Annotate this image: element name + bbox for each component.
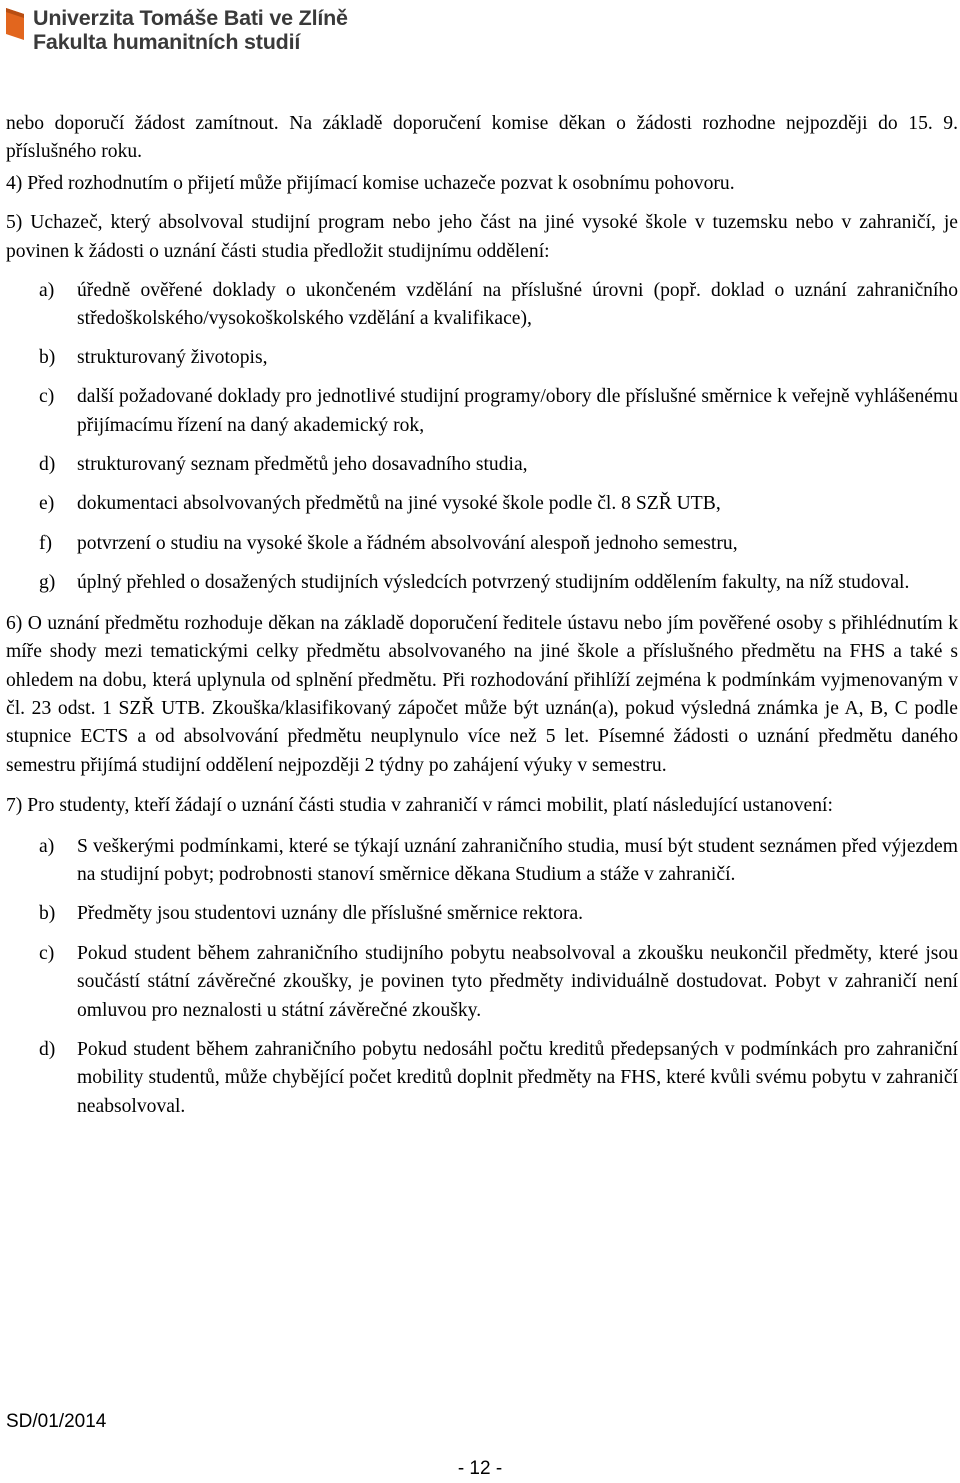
logo-text — [33, 6, 348, 54]
list-item-label: e) — [39, 493, 55, 515]
list-item-label: b) — [39, 346, 56, 368]
paragraph-7: 7) Pro studenty, kteří žádají o uznání části studia v zahraničí v rámci mobilit, platí následující ustanovení: — [6, 795, 833, 817]
list-item-text: další požadované doklady pro jednotlivé studijní programy/obory dle příslušné směrnice k veřejně vyhlášenému přijímacímu řízení na daný akademický rok, — [77, 386, 958, 436]
list-item-text: Pokud student během zahraničního studijního pobytu neabsolvoval a zkoušku neukončil předměty, které jsou součástí státní závěrečné zkoušky, je povinen tyto předměty individuálně dostudovat. Pobyt v zahraničí není omluvou pro neznalosti u státní závěrečné zkoušky. — [77, 942, 958, 1021]
list-item — [6, 383, 958, 440]
list-item-text: úředně ověřené doklady o ukončeném vzdělání na příslušné úrovni (popř. doklad o uznání zahraničního středoškolského/vysokoškolského vzdělání a kvalifikace), — [77, 280, 958, 330]
list-item-label: a) — [39, 835, 55, 857]
list-item — [6, 833, 958, 890]
list-item-text: potvrzení o studiu na vysoké škole a řádném absolvování alespoň jednoho semestru, — [77, 532, 738, 554]
list-item — [6, 900, 958, 928]
list-item-label: a) — [39, 280, 55, 302]
list-item-label: d) — [39, 454, 56, 476]
list-item-text: Předměty jsou studentovi uznány dle příslušné směrnice rektora. — [77, 903, 584, 925]
list-item — [6, 1036, 958, 1121]
list-item-text: strukturovaný seznam předmětů jeho dosavadního studia, — [77, 454, 528, 476]
paragraph-5: 5) Uchazeč, který absolvoval studijní program nebo jeho část na jiné vysoké škole v tuzemsku nebo v zahraničí, je povinen k žádosti o uznání části studia předložit studijnímu oddělení: — [6, 212, 958, 262]
list-item-label: c) — [39, 942, 55, 964]
list-item-text: strukturovaný životopis, — [77, 346, 268, 368]
list-item-text: dokumentaci absolvovaných předmětů na jiné vysoké škole podle čl. 8 SZŘ UTB, — [77, 493, 721, 515]
list-item-label: g) — [39, 572, 56, 594]
document-body — [6, 110, 958, 1121]
list-item — [6, 344, 958, 372]
list-item-text: úplný přehled o dosažených studijních výsledcích potvrzený studijním oddělením fakulty, na níž studoval. — [77, 572, 910, 594]
list-item — [6, 940, 958, 1025]
list-item — [6, 451, 958, 479]
list-item-label: d) — [39, 1038, 56, 1060]
list-item — [6, 569, 958, 597]
list-item — [6, 490, 958, 518]
list-p7 — [6, 833, 958, 1122]
list-item-label: c) — [39, 386, 55, 408]
list-item-label: f) — [39, 532, 53, 554]
list-item-text: S veškerými podmínkami, které se týkají uznání zahraničního studia, musí být student seznámen před výjezdem na studijní pobyt; podrobnosti stanoví směrnice děkana Studium a stáže v zahraničí. — [77, 835, 958, 885]
list-p5 — [6, 277, 958, 598]
list-item-label: b) — [39, 903, 56, 925]
university-logo-icon — [6, 8, 24, 40]
university-name: Univerzita Tomáše Bati ve Zlíně — [33, 6, 348, 30]
document-code: SD/01/2014 — [6, 1411, 107, 1432]
paragraph-intro: nebo doporučí žádost zamítnout. Na základě doporučení komise děkan o žádosti rozhodne nejpozději do 15. 9. příslušného roku. — [6, 113, 958, 163]
paragraph-4: 4) Před rozhodnutím o přijetí může přijímací komise uchazeče pozvat k osobnímu pohovoru. — [6, 172, 735, 194]
list-item — [6, 277, 958, 334]
page-number: - 12 - — [457, 1458, 503, 1479]
paragraph-6: 6) O uznání předmětu rozhoduje děkan na základě doporučení ředitele ústavu nebo jím pověřené osoby s přihlédnutím k míře shody mezi tematickými celky předmětu absolvovaného na jiné škole a příslušného předmětu na FHS a také s ohledem na dobu, která uplynula od splnění předmětu. Při rozhodování přihlíží zejména k podmínkám vyjmenovaným v čl. 23 odst. 1 SZŘ UTB. Zkouška/klasifikovaný zápočet může být uznán(a), pokud výsledná známka je A, B, C podle stupnice ECTS a od absolvování předmětu neuplynulo více než 5 let. Písemné žádosti o uznání předmětu daného semestru přijímá studijní oddělení nejpozději 2 týdny po zahájení výuky v semestru. — [6, 612, 958, 776]
faculty-name: Fakulta humanitních studií — [33, 30, 301, 54]
list-item-text: Pokud student během zahraničního pobytu nedosáhl počtu kreditů předepsaných v podmínkách pro zahraniční mobility studentů, může chybějící počet kreditů doplnit předměty na FHS, které kvůli svému pobytu v zahraničí neabsolvoval. — [77, 1038, 958, 1117]
list-item — [6, 530, 958, 558]
